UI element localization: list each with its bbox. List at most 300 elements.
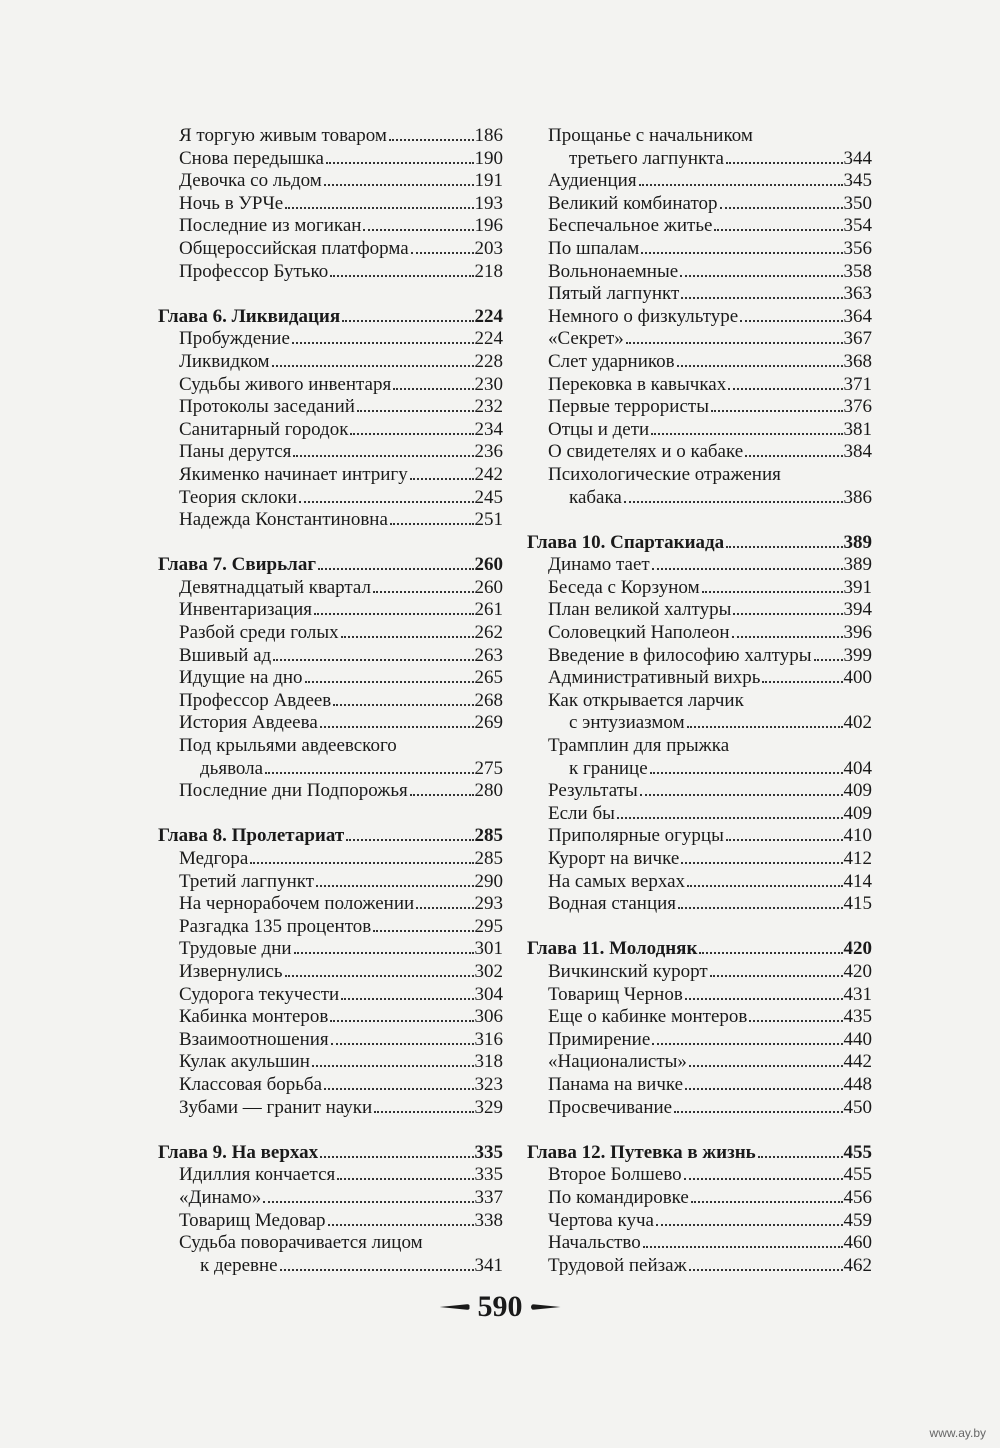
toc-page-number: 335 bbox=[474, 1141, 503, 1163]
toc-entry-title: Классовая борьба bbox=[179, 1073, 323, 1095]
toc-entry-title: Судьба поворачивается лицом bbox=[179, 1232, 423, 1254]
toc-entry-title: Перековка в кавычках bbox=[548, 373, 727, 395]
toc-page-number: 251 bbox=[474, 509, 503, 531]
toc-page-number: 402 bbox=[843, 712, 872, 734]
toc-entry-title: Слет ударников bbox=[548, 350, 675, 372]
toc-entry-title-cont: дьявола bbox=[200, 757, 264, 779]
toc-entry bbox=[527, 1074, 872, 1097]
toc-entry bbox=[527, 645, 872, 668]
toc-page-number: 410 bbox=[843, 825, 872, 847]
toc-page-number: 396 bbox=[843, 622, 872, 644]
dot-leader bbox=[728, 387, 842, 390]
toc-page-number: 460 bbox=[843, 1232, 872, 1254]
toc-page-number: 341 bbox=[474, 1254, 503, 1276]
toc-page-number: 462 bbox=[843, 1254, 872, 1276]
toc-page-number: 345 bbox=[843, 170, 872, 192]
toc-entry bbox=[158, 125, 503, 148]
toc-page-number: 218 bbox=[474, 260, 503, 282]
toc-entry bbox=[158, 487, 503, 510]
toc-page-number: 261 bbox=[474, 599, 503, 621]
toc-entry-title: Первые террористы bbox=[548, 396, 709, 418]
toc-chapter-heading bbox=[158, 1142, 503, 1165]
toc-page-number: 368 bbox=[843, 350, 872, 372]
toc-page-number: 354 bbox=[843, 215, 872, 237]
toc-page-number: 363 bbox=[843, 283, 872, 305]
dot-leader bbox=[681, 296, 842, 299]
toc-entry bbox=[527, 599, 872, 622]
toc-entry-title: Чертова куча bbox=[548, 1209, 654, 1231]
toc-entry-title: Медгора bbox=[179, 848, 249, 869]
toc-page-number: 295 bbox=[474, 915, 503, 937]
toc-entry bbox=[527, 1210, 872, 1233]
toc-page-number: 431 bbox=[843, 983, 872, 1005]
toc-entry bbox=[158, 464, 503, 487]
toc-entry bbox=[158, 1164, 503, 1187]
toc-entry bbox=[158, 645, 503, 668]
toc-entry-title: Профессор Авдеев bbox=[179, 689, 332, 711]
toc-entry bbox=[527, 1255, 872, 1278]
toc-entry bbox=[527, 419, 872, 442]
toc-entry bbox=[527, 984, 872, 1007]
section-gap bbox=[158, 803, 503, 826]
dot-leader bbox=[652, 567, 843, 570]
dot-leader bbox=[745, 454, 842, 457]
toc-entry-title: Пятый лагпункт bbox=[548, 283, 680, 305]
dot-leader bbox=[702, 590, 843, 593]
page-number-text: 590 bbox=[477, 1290, 523, 1323]
toc-page-number: 409 bbox=[843, 802, 872, 824]
toc-entry bbox=[158, 871, 503, 894]
toc-page-number: 245 bbox=[474, 486, 503, 508]
toc-entry-continuation bbox=[527, 148, 872, 171]
section-gap bbox=[158, 532, 503, 555]
dot-leader bbox=[337, 1177, 473, 1180]
toc-entry-title: Приполярные огурцы bbox=[548, 825, 724, 847]
toc-entry-title: По командировке bbox=[548, 1186, 689, 1208]
toc-entry bbox=[158, 1051, 503, 1074]
toc-entry bbox=[527, 215, 872, 238]
toc-entry-title: Разгадка 135 процентов bbox=[179, 915, 372, 937]
toc-entry bbox=[527, 1232, 872, 1255]
toc-entry bbox=[158, 351, 503, 374]
toc-entry-continuation bbox=[158, 1255, 503, 1278]
toc-page-number: 442 bbox=[843, 1051, 872, 1073]
dot-leader bbox=[410, 793, 474, 796]
dot-leader bbox=[416, 906, 473, 909]
toc-entry-title: Глава 7. Свирьлаг bbox=[158, 554, 316, 576]
toc-entry bbox=[158, 1006, 503, 1029]
toc-entry bbox=[527, 1029, 872, 1052]
toc-page-number: 420 bbox=[843, 938, 872, 960]
toc-entry-title: Как открывается ларчик bbox=[548, 689, 744, 711]
toc-chapter-heading bbox=[158, 306, 503, 329]
toc-entry-title: Вшивый ад bbox=[179, 644, 272, 666]
dot-leader bbox=[685, 997, 843, 1000]
dot-leader bbox=[720, 206, 843, 209]
toc-entry-title: Вольнонаемные bbox=[548, 260, 679, 282]
dot-leader bbox=[639, 183, 843, 186]
dot-leader bbox=[650, 771, 843, 774]
toc-page-number: 234 bbox=[474, 418, 503, 440]
toc-entry-title-cont: к границе bbox=[569, 757, 648, 779]
toc-entry-title: Отцы и дети bbox=[548, 418, 650, 440]
toc-entry-title: Я торгую живым товаром bbox=[179, 125, 387, 146]
dot-leader bbox=[316, 884, 473, 887]
toc-page-number: 224 bbox=[474, 305, 503, 327]
toc-entry-title: Зубами — гранит науки bbox=[179, 1096, 373, 1118]
toc-entry bbox=[158, 690, 503, 713]
toc-entry-title: Пробуждение bbox=[179, 328, 290, 350]
toc-entry bbox=[158, 893, 503, 916]
toc-entry bbox=[158, 780, 503, 803]
toc-page-number: 384 bbox=[843, 441, 872, 463]
dot-leader bbox=[410, 477, 474, 480]
toc-entry bbox=[158, 1187, 503, 1210]
dot-leader bbox=[680, 274, 842, 277]
toc-page-number: 302 bbox=[474, 960, 503, 982]
toc-entry-title: «Динамо» bbox=[179, 1186, 262, 1208]
toc-entry bbox=[527, 825, 872, 848]
toc-page-number: 280 bbox=[474, 780, 503, 802]
toc-page-number: 316 bbox=[474, 1028, 503, 1050]
toc-entry bbox=[158, 1097, 503, 1120]
toc-page-number: 400 bbox=[843, 667, 872, 689]
dot-leader bbox=[350, 432, 473, 435]
toc-entry bbox=[158, 712, 503, 735]
toc-entry bbox=[158, 961, 503, 984]
toc-entry-title: Глава 10. Спартакиада bbox=[527, 531, 725, 553]
toc-entry bbox=[527, 848, 872, 871]
toc-entry bbox=[158, 1029, 503, 1052]
toc-entry-title: Разбой среди голых bbox=[179, 622, 339, 644]
toc-entry-title: О свидетелях и о кабаке bbox=[548, 441, 744, 463]
toc-entry-title: Трамплин для прыжка bbox=[548, 735, 730, 757]
toc-entry-title: История Авдеева bbox=[179, 712, 318, 734]
toc-page-number: 203 bbox=[474, 237, 503, 259]
toc-entry bbox=[527, 170, 872, 193]
toc-page-number: 356 bbox=[843, 237, 872, 259]
toc-entry bbox=[158, 396, 503, 419]
dot-leader bbox=[293, 454, 473, 457]
toc-entry-title: Глава 6. Ликвидация bbox=[158, 305, 341, 327]
toc-entry-title: Товарищ Медовар bbox=[179, 1209, 326, 1231]
dot-leader bbox=[640, 793, 843, 796]
toc-page-number: 448 bbox=[843, 1073, 872, 1095]
toc-page-number: 269 bbox=[474, 712, 503, 734]
dot-leader bbox=[687, 725, 843, 728]
dot-leader bbox=[740, 319, 842, 322]
dot-leader bbox=[749, 1019, 842, 1022]
toc-entry-title: Профессор Бутько bbox=[179, 260, 329, 282]
toc-entry bbox=[158, 916, 503, 939]
toc-entry bbox=[527, 1097, 872, 1120]
toc-entry-title: Водная станция bbox=[548, 893, 677, 915]
dot-leader bbox=[758, 1155, 843, 1158]
toc-page-number: 236 bbox=[474, 441, 503, 463]
toc-entry-title: На чернорабочем положении bbox=[179, 893, 415, 915]
toc-entry-continuation bbox=[158, 758, 503, 781]
toc-entry-title: Глава 11. Молодняк bbox=[527, 938, 698, 960]
toc-page-number: 186 bbox=[474, 125, 503, 146]
toc-entry-continuation bbox=[527, 712, 872, 735]
dot-leader bbox=[711, 409, 843, 412]
toc-page-number: 260 bbox=[474, 576, 503, 598]
toc-entry bbox=[527, 261, 872, 284]
toc-entry bbox=[158, 193, 503, 216]
toc-entry bbox=[527, 351, 872, 374]
toc-entry-title: Немного о физкультуре bbox=[548, 305, 739, 327]
toc-page-number: 391 bbox=[843, 576, 872, 598]
toc-entry bbox=[158, 622, 503, 645]
toc-entry bbox=[527, 1006, 872, 1029]
dot-leader bbox=[363, 228, 473, 231]
dot-leader bbox=[732, 635, 843, 638]
dot-leader bbox=[689, 1064, 843, 1067]
dot-leader bbox=[373, 929, 473, 932]
toc-entry bbox=[527, 193, 872, 216]
dot-leader bbox=[626, 341, 843, 344]
toc-entry bbox=[527, 328, 872, 351]
toc-chapter-heading bbox=[527, 938, 872, 961]
toc-page-number: 386 bbox=[843, 486, 872, 508]
dot-leader bbox=[733, 612, 842, 615]
toc-entry-title: Вичкинский курорт bbox=[548, 960, 708, 982]
toc-entry bbox=[158, 667, 503, 690]
toc-entry-title: Еще о кабинке монтеров bbox=[548, 1006, 748, 1028]
toc-entry-title: Трудовые дни bbox=[179, 938, 292, 960]
toc-entry-title: Товарищ Чернов bbox=[548, 983, 683, 1005]
toc-page-number: 450 bbox=[843, 1096, 872, 1118]
section-gap bbox=[527, 509, 872, 532]
dot-leader bbox=[320, 1155, 473, 1158]
dot-leader bbox=[328, 1223, 474, 1226]
toc-entry-title: По шпалам bbox=[548, 237, 640, 259]
toc-entry-title-cont: кабака bbox=[569, 486, 622, 508]
toc-entry-title: Снова передышка bbox=[179, 147, 324, 169]
dot-leader bbox=[250, 861, 473, 864]
dot-leader bbox=[710, 974, 843, 977]
toc-page-number: 293 bbox=[474, 893, 503, 915]
dot-leader bbox=[341, 997, 473, 1000]
toc-page-number: 338 bbox=[474, 1209, 503, 1231]
toc-entry-title: Просвечивание bbox=[548, 1096, 673, 1118]
toc-entry bbox=[527, 238, 872, 261]
toc-entry bbox=[527, 283, 872, 306]
dot-leader bbox=[643, 1245, 843, 1248]
toc-entry-title-cont: к деревне bbox=[200, 1254, 278, 1276]
toc-page-number: 306 bbox=[474, 1006, 503, 1028]
toc-page-number: 456 bbox=[843, 1186, 872, 1208]
toc-entry-title: Глава 9. На верхах bbox=[158, 1141, 319, 1163]
toc-page-number: 455 bbox=[843, 1141, 872, 1163]
toc-entry-title: Судорога текучести bbox=[179, 983, 340, 1005]
toc-page-number: 414 bbox=[843, 870, 872, 892]
dot-leader bbox=[389, 138, 474, 141]
toc-entry-continuation bbox=[527, 758, 872, 781]
toc-entry bbox=[527, 1164, 872, 1187]
dot-leader bbox=[689, 1268, 843, 1271]
toc-entry-title: Примирение bbox=[548, 1028, 651, 1050]
toc-entry-title: Начальство bbox=[548, 1232, 641, 1254]
toc-page-number: 381 bbox=[843, 418, 872, 440]
toc-page-number: 394 bbox=[843, 599, 872, 621]
toc-page-number: 285 bbox=[474, 848, 503, 869]
toc-page-number: 323 bbox=[474, 1073, 503, 1095]
dot-leader bbox=[674, 1110, 842, 1113]
dot-leader bbox=[651, 432, 842, 435]
dot-leader bbox=[318, 567, 474, 570]
dot-leader bbox=[726, 838, 843, 841]
toc-entry-title: Идущие на дно bbox=[179, 667, 303, 689]
dot-leader bbox=[678, 906, 842, 909]
toc-column-right bbox=[527, 125, 872, 1277]
toc-entry bbox=[527, 374, 872, 397]
toc-entry bbox=[527, 961, 872, 984]
dot-leader bbox=[330, 274, 473, 277]
toc-entry-title: Ликвидком bbox=[179, 350, 270, 372]
dot-leader bbox=[324, 183, 474, 186]
toc-page-number: 232 bbox=[474, 396, 503, 418]
section-gap bbox=[527, 1119, 872, 1142]
toc-entry bbox=[527, 554, 872, 577]
dot-leader bbox=[814, 658, 843, 661]
toc-page-number: 301 bbox=[474, 938, 503, 960]
toc-entry-title: Соловецкий Наполеон bbox=[548, 622, 730, 644]
toc-entry bbox=[527, 871, 872, 894]
toc-page-number: 376 bbox=[843, 396, 872, 418]
toc-entry bbox=[527, 396, 872, 419]
toc-entry-title: Кабинка монтеров bbox=[179, 1006, 329, 1028]
toc-entry bbox=[158, 374, 503, 397]
dot-leader bbox=[342, 319, 473, 322]
toc-page-number: 190 bbox=[474, 147, 503, 169]
toc-entry bbox=[158, 238, 503, 261]
toc-page-number: 230 bbox=[474, 373, 503, 395]
dot-leader bbox=[726, 161, 843, 164]
toc-entry-title: Извернулись bbox=[179, 960, 283, 982]
dot-leader bbox=[272, 364, 474, 367]
toc-entry-title: Беспечальное житье bbox=[548, 215, 713, 237]
toc-entry-title: Второе Болшево bbox=[548, 1164, 682, 1186]
dot-leader bbox=[687, 884, 842, 887]
toc-entry bbox=[158, 148, 503, 171]
toc-entry-title: Последние из могикан bbox=[179, 215, 362, 237]
toc-entry-title: Динамо тает bbox=[548, 554, 650, 576]
toc-page-number: 364 bbox=[843, 305, 872, 327]
toc-entry-title: Глава 12. Путевка в жизнь bbox=[527, 1141, 756, 1163]
dot-leader bbox=[341, 635, 474, 638]
dot-leader bbox=[726, 545, 842, 548]
dot-leader bbox=[656, 1223, 843, 1226]
toc-entry-title: Третий лагпункт bbox=[179, 870, 315, 892]
folio-ornament-left bbox=[440, 1304, 470, 1310]
toc-entry bbox=[527, 1187, 872, 1210]
dot-leader bbox=[390, 522, 474, 525]
toc-entry-title: Административный вихрь bbox=[548, 667, 761, 689]
toc-entry-title: Судьбы живого инвентаря bbox=[179, 373, 392, 395]
dot-leader bbox=[333, 703, 473, 706]
toc-entry-title: Результаты bbox=[548, 780, 638, 802]
dot-leader bbox=[273, 658, 473, 661]
toc-page-number: 420 bbox=[843, 960, 872, 982]
toc-page-number: 404 bbox=[843, 757, 872, 779]
dot-leader bbox=[331, 1042, 474, 1045]
toc-page-number: 193 bbox=[474, 192, 503, 214]
section-gap bbox=[158, 1119, 503, 1142]
toc-entry-title: Великий комбинатор bbox=[548, 192, 718, 214]
toc-page-number: 275 bbox=[474, 757, 503, 779]
toc-entry-title: Под крыльями авдеевского bbox=[179, 735, 397, 757]
toc-entry-title: Беседа с Корзуном bbox=[548, 576, 700, 598]
toc-entry bbox=[527, 1051, 872, 1074]
toc-page-number: 260 bbox=[474, 554, 503, 576]
toc-entry bbox=[158, 984, 503, 1007]
toc-entry-title: Паны дерутся bbox=[179, 441, 292, 463]
toc-entry-title: Введение в философию халтуры bbox=[548, 644, 812, 666]
dot-leader bbox=[685, 1087, 842, 1090]
toc-entry bbox=[527, 577, 872, 600]
dot-leader bbox=[699, 951, 842, 954]
toc-entry-title: Психологические отражения bbox=[548, 463, 781, 485]
toc-entry bbox=[527, 441, 872, 464]
dot-leader bbox=[324, 1087, 473, 1090]
toc-page-number: 350 bbox=[843, 192, 872, 214]
dot-leader bbox=[681, 861, 842, 864]
toc-entry bbox=[158, 509, 503, 532]
dot-leader bbox=[641, 251, 842, 254]
toc-page-number: 367 bbox=[843, 328, 872, 350]
dot-leader bbox=[374, 1110, 473, 1113]
toc-entry-title: На самых верхах bbox=[548, 870, 686, 892]
toc-entry-title: Курорт на вичке bbox=[548, 848, 680, 869]
dot-leader bbox=[294, 951, 474, 954]
toc-entry bbox=[158, 1210, 503, 1233]
dot-leader bbox=[312, 1064, 474, 1067]
toc-page-number: 242 bbox=[474, 463, 503, 485]
toc-entry-title: Глава 8. Пролетариат bbox=[158, 825, 345, 847]
toc-entry bbox=[158, 938, 503, 961]
toc-page-number: 263 bbox=[474, 644, 503, 666]
dot-leader bbox=[280, 1268, 474, 1271]
toc-entry-title-cont: третьего лагпункта bbox=[569, 147, 724, 169]
toc-entry-title: Трудовой пейзаж bbox=[548, 1254, 687, 1276]
watermark: www.ay.by bbox=[929, 1426, 986, 1440]
dot-leader bbox=[373, 590, 473, 593]
toc-chapter-heading bbox=[527, 532, 872, 555]
toc-entry-title: Девочка со льдом bbox=[179, 170, 322, 192]
toc-entry-title: Инвентаризация bbox=[179, 599, 312, 621]
toc-entry-title: Последние дни Подпорожья bbox=[179, 780, 408, 802]
toc-entry-title: Аудиенция bbox=[548, 170, 637, 192]
toc-entry bbox=[158, 261, 503, 284]
toc-page-number: 290 bbox=[474, 870, 503, 892]
toc-page-number: 318 bbox=[474, 1051, 503, 1073]
toc-entry-title: «Секрет» bbox=[548, 328, 624, 350]
toc-entry-title: Общероссийская платформа bbox=[179, 237, 409, 259]
dot-leader bbox=[265, 771, 473, 774]
toc-entry bbox=[527, 667, 872, 690]
toc-page-number: 304 bbox=[474, 983, 503, 1005]
toc-page-number: 415 bbox=[843, 893, 872, 915]
toc-entry-title: Якименко начинает интригу bbox=[179, 463, 408, 485]
toc-entry-title: Панама на вичке bbox=[548, 1073, 684, 1095]
toc-entry bbox=[158, 599, 503, 622]
toc-entry-title: Девятнадцатый квартал bbox=[179, 576, 372, 598]
toc-entry bbox=[527, 622, 872, 645]
toc-entry bbox=[158, 577, 503, 600]
toc-chapter-heading bbox=[158, 825, 503, 848]
dot-leader bbox=[357, 409, 474, 412]
